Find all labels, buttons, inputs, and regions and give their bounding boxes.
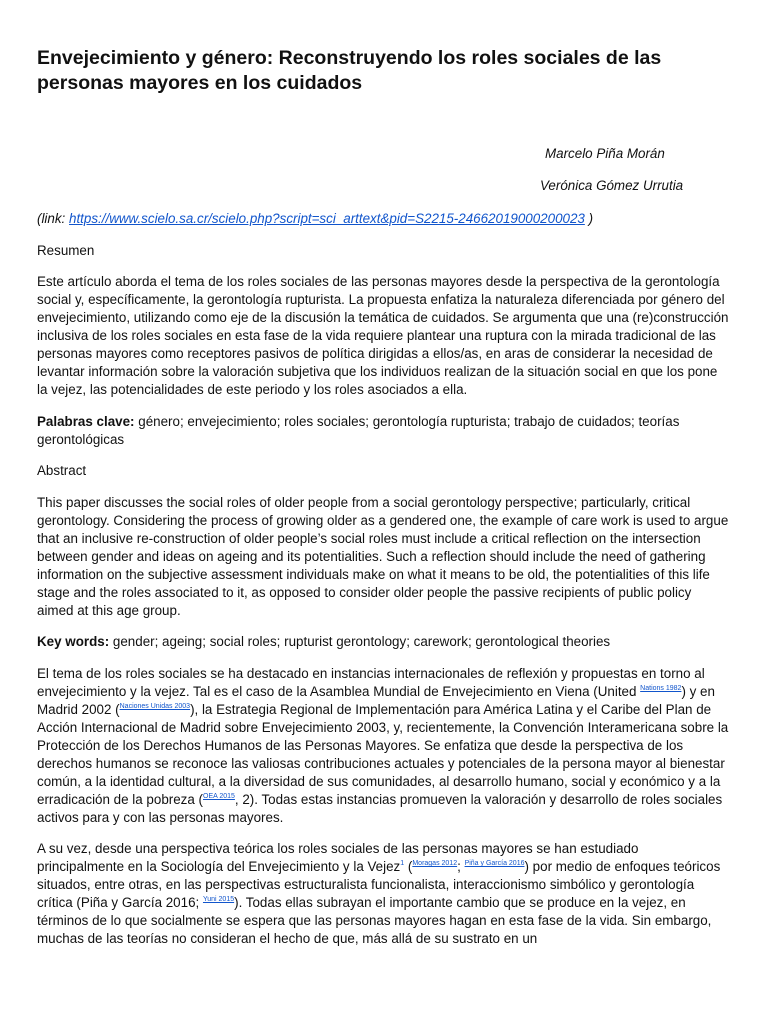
citation-link[interactable]: Moragas 2012 (412, 860, 458, 867)
article-body (37, 210, 729, 962)
link-prefix: (link: (37, 211, 69, 226)
source-link[interactable]: https://www.scielo.sa.cr/scielo.php?script=sci_arttext&pid=S2215-24662019000200023 (69, 211, 585, 226)
paragraph-text: ) y en Madrid 2002 ( (37, 683, 715, 717)
key-words-text: gender; ageing; social roles; rupturist gerontology; carework; gerontological theories (109, 634, 611, 649)
key-words-label: Key words: (37, 634, 110, 649)
body-paragraph-2 (37, 840, 729, 948)
paragraph-text: El tema de los roles sociales se ha destacado en instancias internacionales de reflexión y propuestas en torno al envejecimiento y la vejez. Tal es el caso de la Asamblea Mundial de Envejecimiento en Viena (United (37, 665, 705, 699)
palabras-clave-text: género; envejecimiento; roles sociales; gerontología rupturista; trabajo de cuidados; teorías gerontológicas (37, 413, 680, 447)
document-page (37, 46, 729, 946)
body-paragraph-1 (37, 665, 729, 827)
paragraph-text: ( (404, 859, 413, 874)
citation-link[interactable]: Piña y García 2016 (464, 860, 525, 867)
footnote-marker[interactable]: 1 (400, 860, 405, 867)
paragraph-text: ; (457, 859, 465, 874)
citation-link[interactable]: Yuni 2015 (202, 896, 235, 903)
link-suffix: ) (584, 211, 594, 226)
paragraph-text: ), la Estrategia Regional de Implementación para América Latina y el Caribe del Plan de Acción Internacional de Madrid sobre Envejecimiento 2003, y, recientemente, la Convención Interamericana sobre la Protección de los Derechos Humanos de las Personas Mayores. Se enfatiza que desde la perspectiva de los derechos humanos se reconoce las valiosas contribuciones actuales y potenciales de la persona mayor al bienestar común, a la identidad cultural, a la diversidad de sus comunidades, al desarrollo humano, social y económico y a la erradicación de la pobreza ( (37, 701, 729, 807)
paragraph-text: A su vez, desde una perspectiva teórica los roles sociales de las personas mayores se han estudiado principalmente en la Sociología del Envejecimiento y la Vejez (37, 841, 639, 874)
resumen-heading: Resumen (37, 242, 95, 258)
author-name: Marcelo Piña Morán (545, 146, 665, 161)
resumen-paragraph: Este artículo aborda el tema de los roles sociales de las personas mayores desde la perspectiva de la gerontología social y, específicamente, la gerontología rupturista. La propuesta enfatiza la naturaleza diferenciada por género del envejecimiento, utilizando como eje de la discusión la temática de cuidados. Se argumenta que una (re)construcción inclusiva de los roles sociales en esta fase de la vida requiere plantear una ruptura con la mirada tradicional de las personas mayores como receptores pasivos de política dirigidas a ellos/as, en aras de considerar la necesidad de levantar información sobre la valoración subjetiva que los individuos realizan de la situación social en que los pone la vejez, las potencialidades de este periodo y los roles asociados a ella. (37, 274, 729, 397)
author-name: Verónica Gómez Urrutia (540, 178, 684, 193)
abstract-paragraph: This paper discusses the social roles of older people from a social gerontology perspective; particularly, critical gerontology. Considering the process of growing older as a gendered one, the example of care work is used to argue that an inclusive re-construction of older people’s social roles must include a critical reflection on the intersection between gender and ideas on ageing and its potentialities. Such a reflection should include the need of gathering information on the subjective assessment individuals make on what it means to be old, the potentialities of this life stage and the roles associated to it, as opposed to consider older people the passive recipients of public policy aimed at this age group. (37, 494, 729, 618)
palabras-clave-paragraph (37, 413, 729, 449)
citation-link[interactable]: OEA 2015 (203, 792, 235, 800)
paragraph-text: ). Todas ellas subrayan el importante cambio que se produce en la vejez, en términos de lo que socialmente se espera que las personas mayores hagan en esta fase de la vida. Sin embargo, muchas de las teorías no consideran el hecho de que, más allá de su sustrato en un (37, 895, 712, 946)
article-title: Envejecimiento y género: Reconstruyendo los roles sociales de las personas mayores en los cuidados (37, 47, 662, 94)
paragraph-text: , 2). Todas estas instancias promueven la valoración y desarrollo de roles sociales activos para y con las personas mayores. (37, 791, 723, 825)
abstract-heading: Abstract (37, 463, 87, 478)
key-words-paragraph (37, 633, 729, 651)
citation-link[interactable]: Naciones Unidas 2003 (119, 702, 191, 710)
citation-link[interactable]: Nations 1982 (640, 684, 682, 692)
palabras-clave-label: Palabras clave: (37, 413, 135, 429)
source-link-line (37, 210, 729, 228)
paragraph-text: ) por medio de enfoques teóricos situados, entre otras, en las perspectivas estructuralista funcionalista, interaccionismo simbólico y gerontología crítica (Piña y García 2016; (37, 859, 721, 910)
